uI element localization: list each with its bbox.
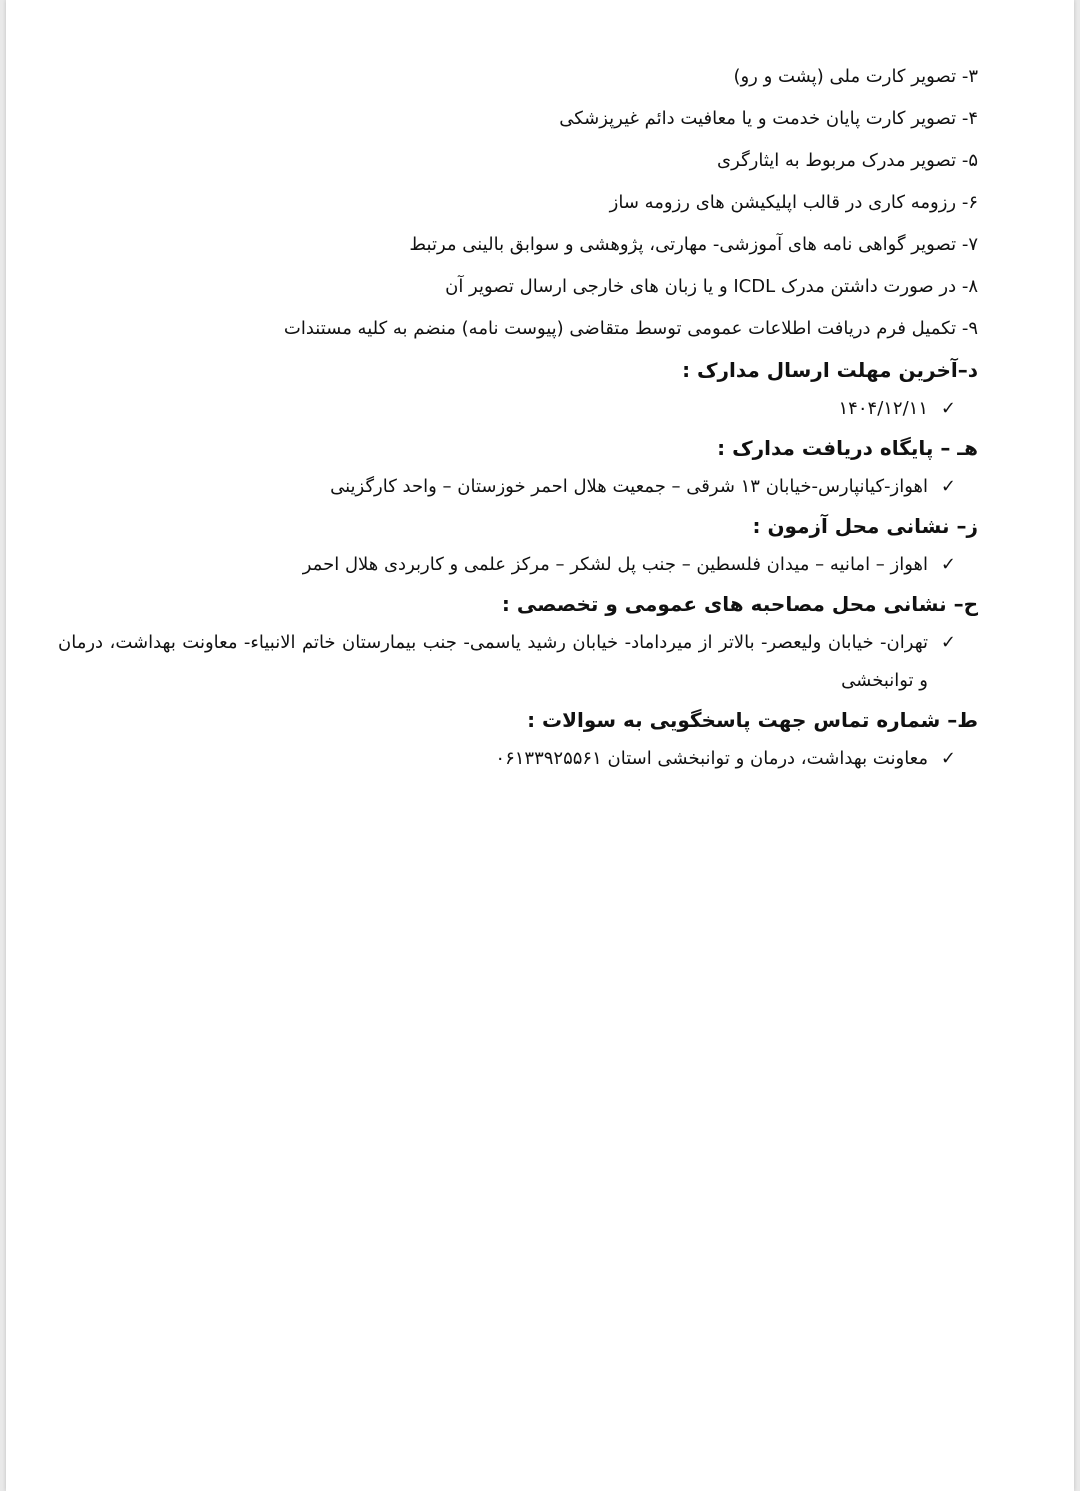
item-number: ۴- bbox=[961, 108, 978, 129]
document-page bbox=[6, 0, 1074, 1491]
document-content bbox=[58, 56, 978, 778]
checkmark-icon: ✓ bbox=[940, 476, 956, 497]
item-number: ۷- bbox=[961, 234, 978, 255]
section-item-text: معاونت بهداشت، درمان و توانبخشی استان ۰۶۱۳۳۹۲۵۵۶۱ bbox=[495, 748, 928, 769]
item-text: رزومه کاری در قالب اپلیکیشن های رزومه ساز bbox=[609, 192, 957, 213]
item-text: تصویر گواهی نامه های آموزشی- مهارتی، پژوهشی و سوابق بالینی مرتبط bbox=[409, 234, 957, 255]
list-item bbox=[58, 266, 978, 308]
section-item-text: تهران- خیابان ولیعصر- بالاتر از میرداماد- خیابان رشید یاسمی- جنب بیمارستان خاتم الانبیاء- معاونت بهداشت، درمان و توانبخشی bbox=[58, 632, 928, 691]
item-number: ۵- bbox=[961, 150, 978, 171]
list-item bbox=[58, 308, 978, 350]
section-item-deadline bbox=[58, 390, 978, 428]
checkmark-icon: ✓ bbox=[940, 398, 956, 419]
section-item-exam-address bbox=[58, 546, 978, 584]
section-heading-contact: ط– شماره تماس جهت پاسخگویی به سوالات : bbox=[527, 708, 978, 732]
section-item-text: اهواز-کیانپارس-خیابان ۱۳ شرقی – جمعیت هلال احمر خوزستان – واحد کارگزینی bbox=[330, 476, 928, 497]
section-heading-exam-address: ز– نشانی محل آزمون : bbox=[752, 514, 978, 538]
item-text: تصویر کارت ملی (پشت و رو) bbox=[733, 66, 957, 87]
section-item-contact bbox=[58, 740, 978, 778]
list-item bbox=[58, 98, 978, 140]
section-item-text: ۱۴۰۴/۱۲/۱۱ bbox=[838, 398, 928, 419]
item-number: ۹- bbox=[961, 318, 978, 339]
list-item bbox=[58, 140, 978, 182]
section-heading-deadline: د–آخرین مهلت ارسال مدارک : bbox=[682, 358, 978, 382]
section-heading-submission-place: هـ – پایگاه دریافت مدارک : bbox=[717, 436, 978, 460]
list-item bbox=[58, 224, 978, 266]
item-text: تصویر کارت پایان خدمت و یا معافیت دائم غیرپزشکی bbox=[559, 108, 957, 129]
item-number: ۸- bbox=[961, 276, 978, 297]
item-text: تصویر مدرک مربوط به ایثارگری bbox=[717, 150, 957, 171]
checkmark-icon: ✓ bbox=[940, 632, 956, 653]
section-heading-interview-address: ح– نشانی محل مصاحبه های عمومی و تخصصی : bbox=[501, 592, 978, 616]
item-text: در صورت داشتن مدرک ICDL و یا زبان های خارجی ارسال تصویر آن bbox=[445, 276, 957, 297]
item-number: ۳- bbox=[961, 66, 978, 87]
checkmark-icon: ✓ bbox=[940, 748, 956, 769]
section-item-text: اهواز – امانیه – میدان فلسطین – جنب پل لشکر – مرکز علمی و کاربردی هلال احمر bbox=[302, 554, 928, 575]
list-item bbox=[58, 182, 978, 224]
item-text: تکمیل فرم دریافت اطلاعات عمومی توسط متقاضی (پیوست نامه) منضم به کلیه مستندات bbox=[283, 318, 957, 339]
list-item bbox=[58, 56, 978, 98]
section-item-submission-place bbox=[58, 468, 978, 506]
section-item-interview-address bbox=[58, 624, 978, 700]
item-number: ۶- bbox=[961, 192, 978, 213]
checkmark-icon: ✓ bbox=[940, 554, 956, 575]
